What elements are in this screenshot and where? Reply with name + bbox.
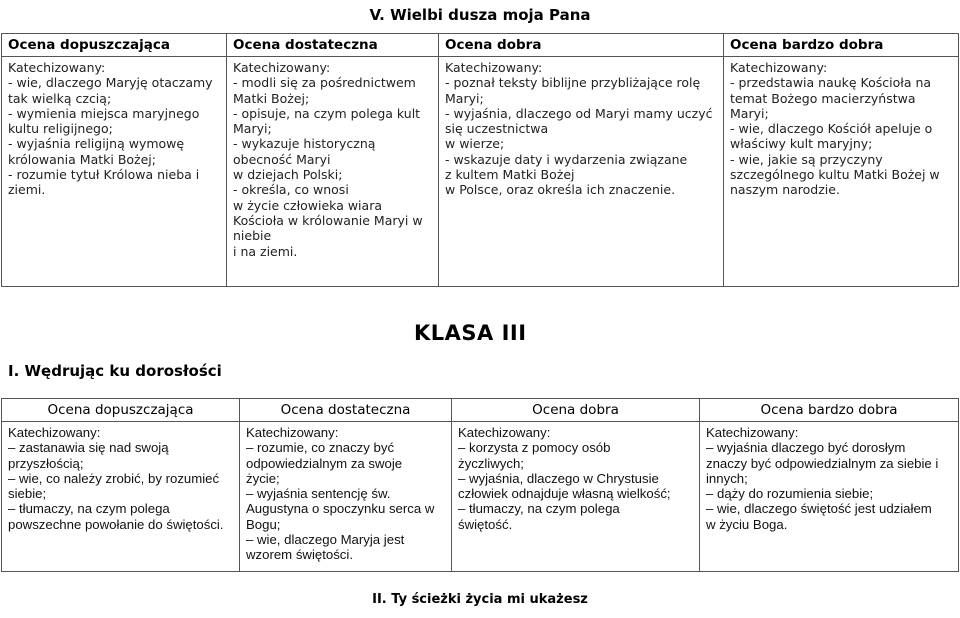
grade-requirements-cell [439, 57, 724, 287]
requirement-line: – korzysta z pomocy osób [458, 440, 611, 456]
requirement-line: Kościoła w królowanie Maryi w [233, 212, 423, 228]
requirement-line: Bogu; [246, 516, 281, 532]
requirement-line: - wie, dlaczego Maryję otaczamy [8, 75, 213, 91]
requirement-line: w wierze; [445, 136, 505, 152]
grade-table-section-i [1, 398, 959, 572]
requirement-line: Maryi; [233, 121, 272, 137]
requirement-line: – wyjaśnia, dlaczego w Chrystusie [458, 470, 659, 486]
requirement-line: Katechizowany: [246, 425, 339, 440]
requirement-line: - wskazuje daty i wydarzenia związane [445, 151, 688, 167]
requirement-line: – rozumie, co znaczy być [246, 440, 395, 456]
requirement-line: – tłumaczy, na czym polega [8, 501, 170, 517]
grade-header-cell: Ocena dostateczna [227, 34, 439, 57]
requirement-line: w Polsce, oraz określa ich znaczenie. [445, 182, 676, 198]
requirement-line: - przedstawia naukę Kościoła na [730, 75, 932, 91]
requirement-line: z kultem Matki Bożej [445, 167, 575, 183]
requirement-line: szczególnego kultu Matki Bożej w [730, 167, 940, 183]
requirement-line: - wyjaśnia, dlaczego od Maryi mamy uczyć [445, 105, 713, 121]
grade-requirements-cell [2, 422, 240, 572]
requirement-line: – wie, co należy zrobić, by rozumieć [8, 470, 220, 486]
grade-header-cell: Ocena bardzo dobra [700, 399, 959, 422]
grade-header-cell: Ocena bardzo dobra [724, 34, 959, 57]
requirement-line: temat Bożego macierzyństwa [730, 90, 916, 106]
grade-requirements-cell [2, 57, 227, 287]
grade-header-cell: Ocena dopuszczająca [2, 399, 240, 422]
requirement-line: – wie, dlaczego Maryja jest [246, 532, 405, 548]
requirement-line: - wymienia miejsca maryjnego [8, 105, 200, 121]
grade-requirements-cell [700, 422, 959, 572]
requirement-line: w życiu Boga. [706, 516, 788, 532]
requirement-line: życzliwych; [458, 455, 524, 471]
requirement-line: się uczestnictwa [445, 121, 549, 137]
grade-table-section-v [1, 33, 959, 287]
grade-header-row [2, 34, 959, 57]
requirement-line: – tłumaczy, na czym polega [458, 501, 620, 517]
requirement-line: Augustyna o spoczynku serca w [246, 501, 435, 517]
requirement-line: Katechizowany: [233, 60, 331, 75]
requirement-line: - wie, jakie są przyczyny [730, 151, 883, 167]
grade-requirements-cell [452, 422, 700, 572]
grade-header-row [2, 399, 959, 422]
requirement-line: - określa, co wnosi [233, 182, 349, 198]
grade-requirements-row [2, 422, 959, 572]
requirement-line: odpowiedzialnym za swoje [246, 455, 403, 471]
requirement-line: Katechizowany: [706, 425, 799, 440]
grade-requirements-row [2, 57, 959, 287]
requirement-line: ziemi. [8, 182, 46, 198]
requirement-line: Maryi; [445, 90, 484, 106]
grade-requirements-cell [227, 57, 439, 287]
requirement-line: znaczy być odpowiedzialnym za siebie i [706, 455, 939, 471]
requirement-line: świętość. [458, 516, 513, 532]
requirement-line: – wyjaśnia sentencję św. [246, 486, 391, 502]
requirement-line: Maryi; [730, 105, 769, 121]
grade-requirements-cell [240, 422, 452, 572]
requirement-line: – wyjaśnia dlaczego być dorosłym [706, 440, 906, 456]
grade-header-cell: Ocena dostateczna [240, 399, 452, 422]
class-title: KLASA III [414, 321, 527, 345]
requirement-line: wzorem świętości. [246, 547, 353, 563]
requirement-line: kultu religijnego; [8, 121, 113, 137]
requirement-line: naszym narodzie. [730, 182, 840, 198]
grade-header-cell: Ocena dobra [452, 399, 700, 422]
requirement-line: powszechne powołanie do świętości. [8, 516, 224, 532]
requirement-line: Matki Bożej; [233, 90, 310, 106]
requirement-line: Katechizowany: [8, 425, 101, 440]
grade-header-cell: Ocena dobra [439, 34, 724, 57]
requirement-line: Katechizowany: [8, 60, 106, 75]
requirement-line: - rozumie tytuł Królowa nieba i [8, 167, 200, 183]
requirement-line: siebie; [8, 486, 47, 502]
grade-header-cell: Ocena dopuszczająca [2, 34, 227, 57]
requirement-line: niebie [233, 228, 272, 244]
section-title-v: V. Wielbi dusza moja Pana [369, 6, 591, 24]
requirement-line: i na ziemi. [233, 243, 298, 259]
section-title-ii: II. Ty ścieżki życia mi ukażesz [372, 592, 588, 607]
requirement-line: - modli się za pośrednictwem [233, 75, 416, 91]
requirement-line: – dąży do rozumienia siebie; [706, 486, 874, 502]
requirement-line: Katechizowany: [458, 425, 551, 440]
requirement-line: właściwy kult maryjny; [730, 136, 873, 152]
requirement-line: - opisuje, na czym polega kult [233, 105, 421, 121]
requirement-line: – zastanawia się nad swoją [8, 440, 169, 456]
requirement-line: tak wielką czcią; [8, 90, 112, 106]
requirement-line: królowania Matki Bożej; [8, 151, 156, 167]
requirement-line: w dziejach Polski; [233, 167, 343, 183]
requirement-line: - wyjaśnia religijną wymowę [8, 136, 185, 152]
requirement-line: przyszłością; [8, 455, 84, 471]
requirement-line: w życie człowieka wiara [233, 197, 382, 213]
requirement-line: życie; [246, 470, 280, 486]
requirement-line: Katechizowany: [730, 60, 828, 75]
requirement-line: innych; [706, 470, 748, 486]
grade-requirements-cell [724, 57, 959, 287]
requirement-line: - poznał teksty biblijne przybliżające rolę [445, 75, 701, 91]
requirement-line: - wie, dlaczego Kościół apeluje o [730, 121, 933, 137]
requirement-line: Katechizowany: [445, 60, 543, 75]
section-title-i: I. Wędrując ku dorosłości [8, 362, 222, 380]
requirement-line: obecność Maryi [233, 151, 331, 167]
requirement-line: - wykazuje historyczną [233, 136, 376, 152]
requirement-line: – wie, dlaczego świętość jest udziałem [706, 501, 932, 517]
requirement-line: człowiek odnajduje własną wielkość; [458, 486, 671, 502]
